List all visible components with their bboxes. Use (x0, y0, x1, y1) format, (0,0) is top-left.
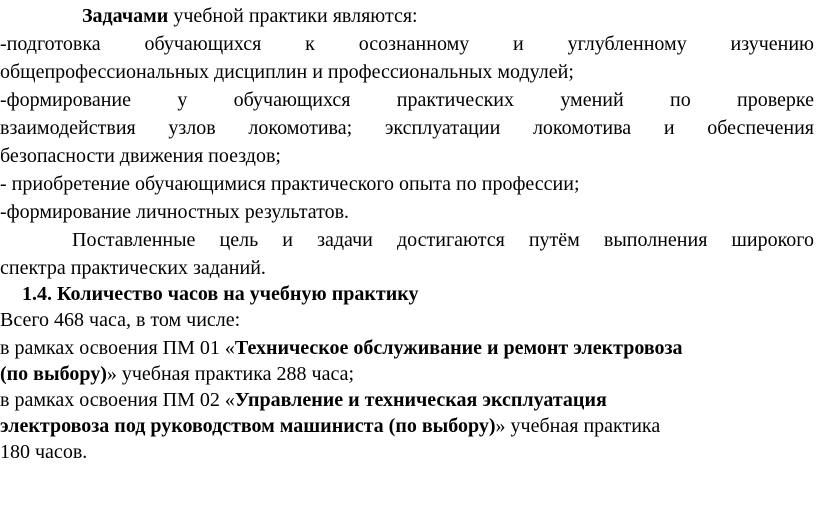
intro-bold: Задачами (82, 5, 169, 27)
item3: - приобретение обучающимися практического опыта по профессии; (0, 173, 580, 195)
pm02-line2 (0, 413, 660, 439)
pm01-prefix: в рамках освоения ПМ 01 « (0, 337, 235, 359)
item2-line2: взаимодействия узлов локомотива; эксплуатации локомотива и обеспечения (0, 117, 814, 139)
pm01-suffix: » учебная практика 288 часа; (106, 363, 355, 385)
intro-text: учебной практики являются: (168, 5, 418, 27)
pm02-title-part2: электровоза под руководством машиниста (по выбору) (0, 415, 496, 437)
pm01-line2 (0, 361, 354, 387)
summary-line2: спектра практических заданий. (0, 257, 266, 279)
pm02-suffix: » учебная практика (495, 415, 661, 437)
item1-line2: общепрофессиональных дисциплин и профессиональных модулей; (0, 61, 574, 83)
item4: -формирование личностных результатов. (0, 201, 350, 223)
pm02-line1 (0, 387, 607, 413)
item2-line3: безопасности движения поездов; (0, 145, 281, 167)
pm02-title-part1: Управление и техническая эксплуатация (234, 389, 607, 411)
intro-line (82, 3, 418, 29)
pm02-prefix: в рамках освоения ПМ 02 « (0, 389, 235, 411)
pm01-title-part1: Техническое обслуживание и ремонт электровоза (234, 337, 683, 359)
summary-line1: Поставленные цель и задачи достигаются путём выполнения широкого (72, 229, 814, 251)
total-hours: Всего 468 часа, в том числе: (0, 309, 241, 331)
section-heading: 1.4. Количество часов на учебную практику (22, 283, 419, 305)
pm01-line1 (0, 335, 683, 361)
item2-line1: -формирование у обучающихся практических умений по проверке (0, 89, 814, 111)
pm01-title-part2: (по выбору) (0, 363, 107, 385)
item1-line1: -подготовка обучающихся к осознанному и углубленному изучению (0, 33, 814, 55)
pm02-line3: 180 часов. (0, 441, 88, 463)
